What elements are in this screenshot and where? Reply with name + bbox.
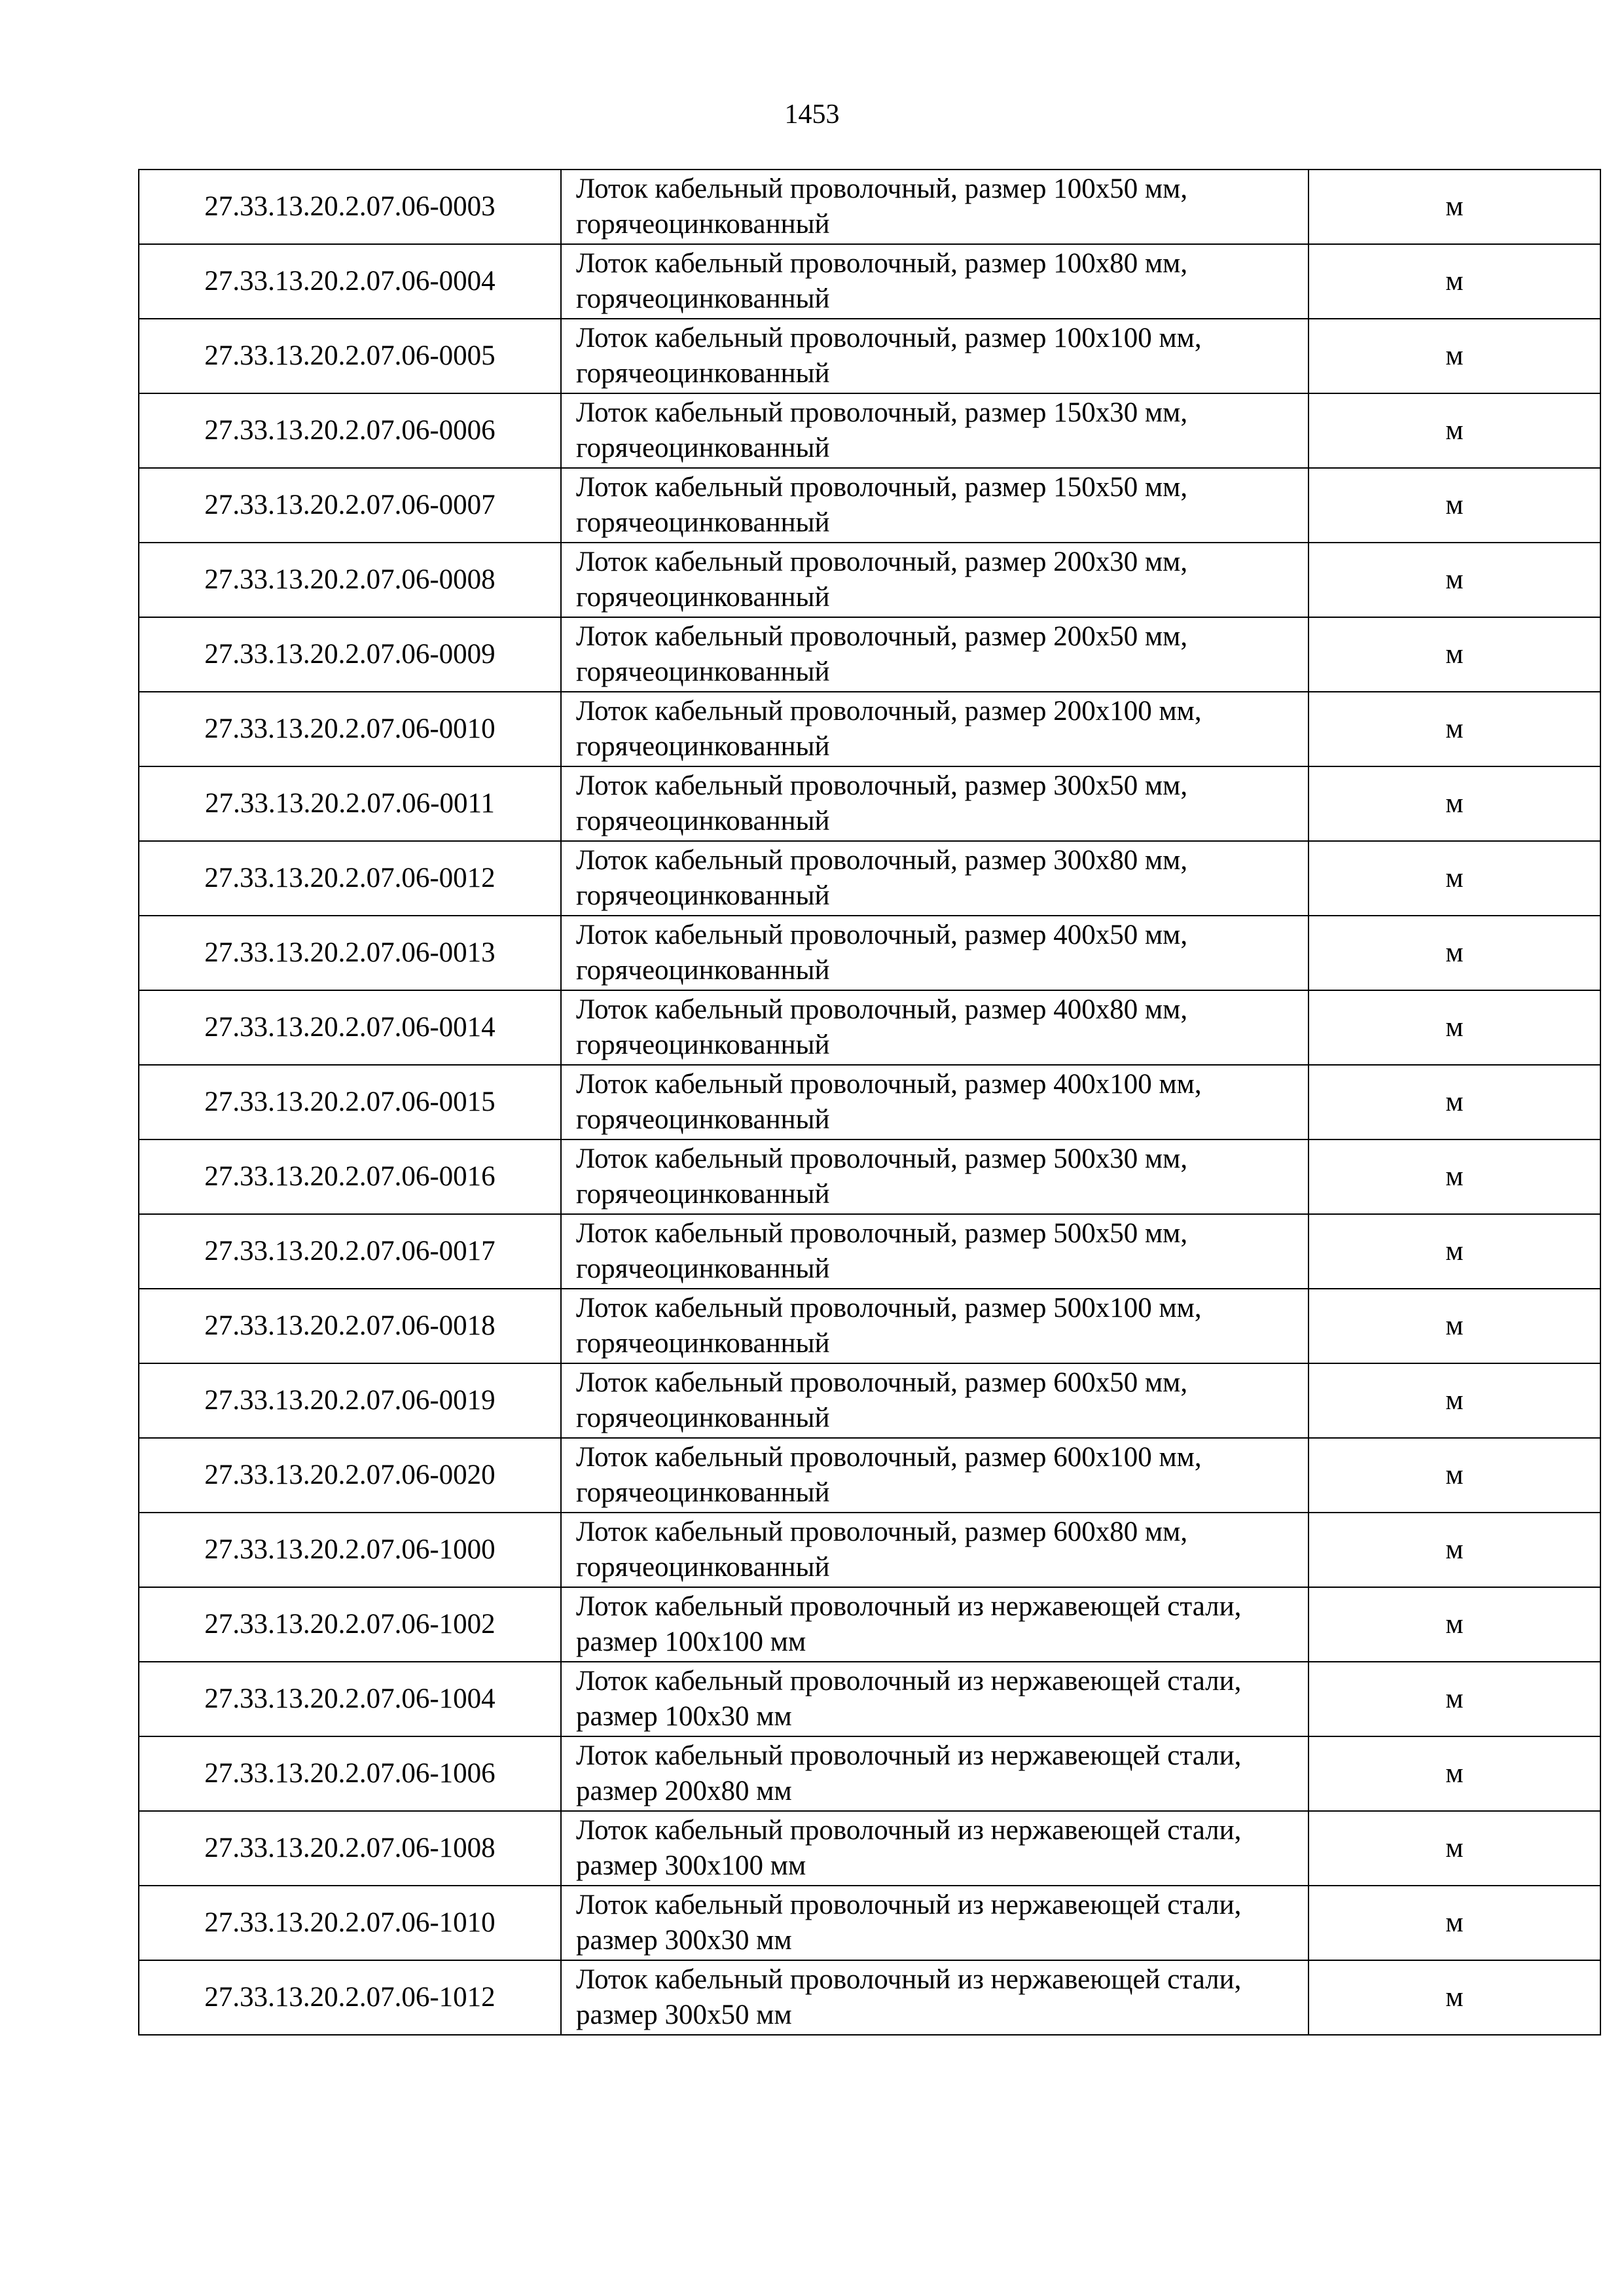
name-cell: Лоток кабельный проволочный из нержавеющей стали, размер 100х30 мм bbox=[561, 1662, 1308, 1736]
name-cell: Лоток кабельный проволочный, размер 300х80 мм, горячеоцинкованный bbox=[561, 841, 1308, 916]
code-cell: 27.33.13.20.2.07.06-0012 bbox=[139, 841, 561, 916]
name-cell: Лоток кабельный проволочный, размер 500х100 мм, горячеоцинкованный bbox=[561, 1289, 1308, 1363]
name-cell: Лоток кабельный проволочный, размер 100х100 мм, горячеоцинкованный bbox=[561, 319, 1308, 393]
table-row bbox=[139, 1886, 1600, 1960]
code-cell: 27.33.13.20.2.07.06-0007 bbox=[139, 468, 561, 543]
name-cell: Лоток кабельный проволочный, размер 400х50 мм, горячеоцинкованный bbox=[561, 916, 1308, 990]
unit-cell: м bbox=[1308, 393, 1600, 468]
name-cell: Лоток кабельный проволочный, размер 600х80 мм, горячеоцинкованный bbox=[561, 1513, 1308, 1587]
name-cell: Лоток кабельный проволочный из нержавеющей стали, размер 100х100 мм bbox=[561, 1587, 1308, 1662]
name-cell: Лоток кабельный проволочный, размер 500х50 мм, горячеоцинкованный bbox=[561, 1214, 1308, 1289]
name-cell: Лоток кабельный проволочный из нержавеющей стали, размер 300х30 мм bbox=[561, 1886, 1308, 1960]
table-row bbox=[139, 468, 1600, 543]
unit-cell: м bbox=[1308, 1587, 1600, 1662]
unit-cell: м bbox=[1308, 1513, 1600, 1587]
code-cell: 27.33.13.20.2.07.06-0003 bbox=[139, 170, 561, 244]
table-row bbox=[139, 1662, 1600, 1736]
code-cell: 27.33.13.20.2.07.06-1008 bbox=[139, 1811, 561, 1886]
code-cell: 27.33.13.20.2.07.06-0010 bbox=[139, 692, 561, 766]
unit-cell: м bbox=[1308, 766, 1600, 841]
unit-cell: м bbox=[1308, 1438, 1600, 1513]
name-cell: Лоток кабельный проволочный, размер 500х30 мм, горячеоцинкованный bbox=[561, 1139, 1308, 1214]
table-row bbox=[139, 1960, 1600, 2035]
code-cell: 27.33.13.20.2.07.06-0009 bbox=[139, 617, 561, 692]
unit-cell: м bbox=[1308, 1960, 1600, 2035]
unit-cell: м bbox=[1308, 1662, 1600, 1736]
unit-cell: м bbox=[1308, 1736, 1600, 1811]
unit-cell: м bbox=[1308, 1363, 1600, 1438]
name-cell: Лоток кабельный проволочный, размер 100х80 мм, горячеоцинкованный bbox=[561, 244, 1308, 319]
table-row bbox=[139, 916, 1600, 990]
table-row bbox=[139, 1513, 1600, 1587]
code-cell: 27.33.13.20.2.07.06-0008 bbox=[139, 543, 561, 617]
unit-cell: м bbox=[1308, 244, 1600, 319]
code-cell: 27.33.13.20.2.07.06-0016 bbox=[139, 1139, 561, 1214]
unit-cell: м bbox=[1308, 916, 1600, 990]
table-row bbox=[139, 1065, 1600, 1139]
unit-cell: м bbox=[1308, 1139, 1600, 1214]
table-row bbox=[139, 1214, 1600, 1289]
code-cell: 27.33.13.20.2.07.06-1010 bbox=[139, 1886, 561, 1960]
name-cell: Лоток кабельный проволочный, размер 400х80 мм, горячеоцинкованный bbox=[561, 990, 1308, 1065]
code-cell: 27.33.13.20.2.07.06-1004 bbox=[139, 1662, 561, 1736]
table-row bbox=[139, 393, 1600, 468]
code-cell: 27.33.13.20.2.07.06-0019 bbox=[139, 1363, 561, 1438]
code-cell: 27.33.13.20.2.07.06-1012 bbox=[139, 1960, 561, 2035]
name-cell: Лоток кабельный проволочный, размер 600х50 мм, горячеоцинкованный bbox=[561, 1363, 1308, 1438]
code-cell: 27.33.13.20.2.07.06-0011 bbox=[139, 766, 561, 841]
name-cell: Лоток кабельный проволочный, размер 300х50 мм, горячеоцинкованный bbox=[561, 766, 1308, 841]
code-cell: 27.33.13.20.2.07.06-1000 bbox=[139, 1513, 561, 1587]
name-cell: Лоток кабельный проволочный, размер 200х100 мм, горячеоцинкованный bbox=[561, 692, 1308, 766]
code-cell: 27.33.13.20.2.07.06-0015 bbox=[139, 1065, 561, 1139]
unit-cell: м bbox=[1308, 1065, 1600, 1139]
unit-cell: м bbox=[1308, 170, 1600, 244]
table-row bbox=[139, 1811, 1600, 1886]
table-row bbox=[139, 1289, 1600, 1363]
table-row bbox=[139, 543, 1600, 617]
code-cell: 27.33.13.20.2.07.06-0005 bbox=[139, 319, 561, 393]
table-row bbox=[139, 990, 1600, 1065]
code-cell: 27.33.13.20.2.07.06-1002 bbox=[139, 1587, 561, 1662]
code-cell: 27.33.13.20.2.07.06-0006 bbox=[139, 393, 561, 468]
table-row bbox=[139, 692, 1600, 766]
code-cell: 27.33.13.20.2.07.06-0020 bbox=[139, 1438, 561, 1513]
code-cell: 27.33.13.20.2.07.06-1006 bbox=[139, 1736, 561, 1811]
unit-cell: м bbox=[1308, 1289, 1600, 1363]
unit-cell: м bbox=[1308, 841, 1600, 916]
table-row bbox=[139, 841, 1600, 916]
name-cell: Лоток кабельный проволочный, размер 200х30 мм, горячеоцинкованный bbox=[561, 543, 1308, 617]
unit-cell: м bbox=[1308, 319, 1600, 393]
table-row bbox=[139, 1438, 1600, 1513]
unit-cell: м bbox=[1308, 1214, 1600, 1289]
unit-cell: м bbox=[1308, 692, 1600, 766]
table-row bbox=[139, 1139, 1600, 1214]
unit-cell: м bbox=[1308, 990, 1600, 1065]
table-row bbox=[139, 1587, 1600, 1662]
code-cell: 27.33.13.20.2.07.06-0014 bbox=[139, 990, 561, 1065]
name-cell: Лоток кабельный проволочный, размер 150х30 мм, горячеоцинкованный bbox=[561, 393, 1308, 468]
code-cell: 27.33.13.20.2.07.06-0017 bbox=[139, 1214, 561, 1289]
table-body bbox=[139, 170, 1600, 2035]
name-cell: Лоток кабельный проволочный, размер 200х50 мм, горячеоцинкованный bbox=[561, 617, 1308, 692]
unit-cell: м bbox=[1308, 617, 1600, 692]
unit-cell: м bbox=[1308, 1886, 1600, 1960]
name-cell: Лоток кабельный проволочный из нержавеющей стали, размер 300х100 мм bbox=[561, 1811, 1308, 1886]
resource-table bbox=[138, 169, 1601, 2036]
name-cell: Лоток кабельный проволочный из нержавеющей стали, размер 300х50 мм bbox=[561, 1960, 1308, 2035]
name-cell: Лоток кабельный проволочный, размер 100х50 мм, горячеоцинкованный bbox=[561, 170, 1308, 244]
name-cell: Лоток кабельный проволочный из нержавеющей стали, размер 200х80 мм bbox=[561, 1736, 1308, 1811]
code-cell: 27.33.13.20.2.07.06-0004 bbox=[139, 244, 561, 319]
name-cell: Лоток кабельный проволочный, размер 150х50 мм, горячеоцинкованный bbox=[561, 468, 1308, 543]
code-cell: 27.33.13.20.2.07.06-0018 bbox=[139, 1289, 561, 1363]
name-cell: Лоток кабельный проволочный, размер 400х100 мм, горячеоцинкованный bbox=[561, 1065, 1308, 1139]
table-row bbox=[139, 319, 1600, 393]
table-row bbox=[139, 617, 1600, 692]
name-cell: Лоток кабельный проволочный, размер 600х100 мм, горячеоцинкованный bbox=[561, 1438, 1308, 1513]
table-row bbox=[139, 244, 1600, 319]
code-cell: 27.33.13.20.2.07.06-0013 bbox=[139, 916, 561, 990]
table-row bbox=[139, 1363, 1600, 1438]
table-row bbox=[139, 1736, 1600, 1811]
table-row bbox=[139, 766, 1600, 841]
unit-cell: м bbox=[1308, 1811, 1600, 1886]
unit-cell: м bbox=[1308, 543, 1600, 617]
page-number: 1453 bbox=[784, 99, 840, 130]
unit-cell: м bbox=[1308, 468, 1600, 543]
table-row bbox=[139, 170, 1600, 244]
